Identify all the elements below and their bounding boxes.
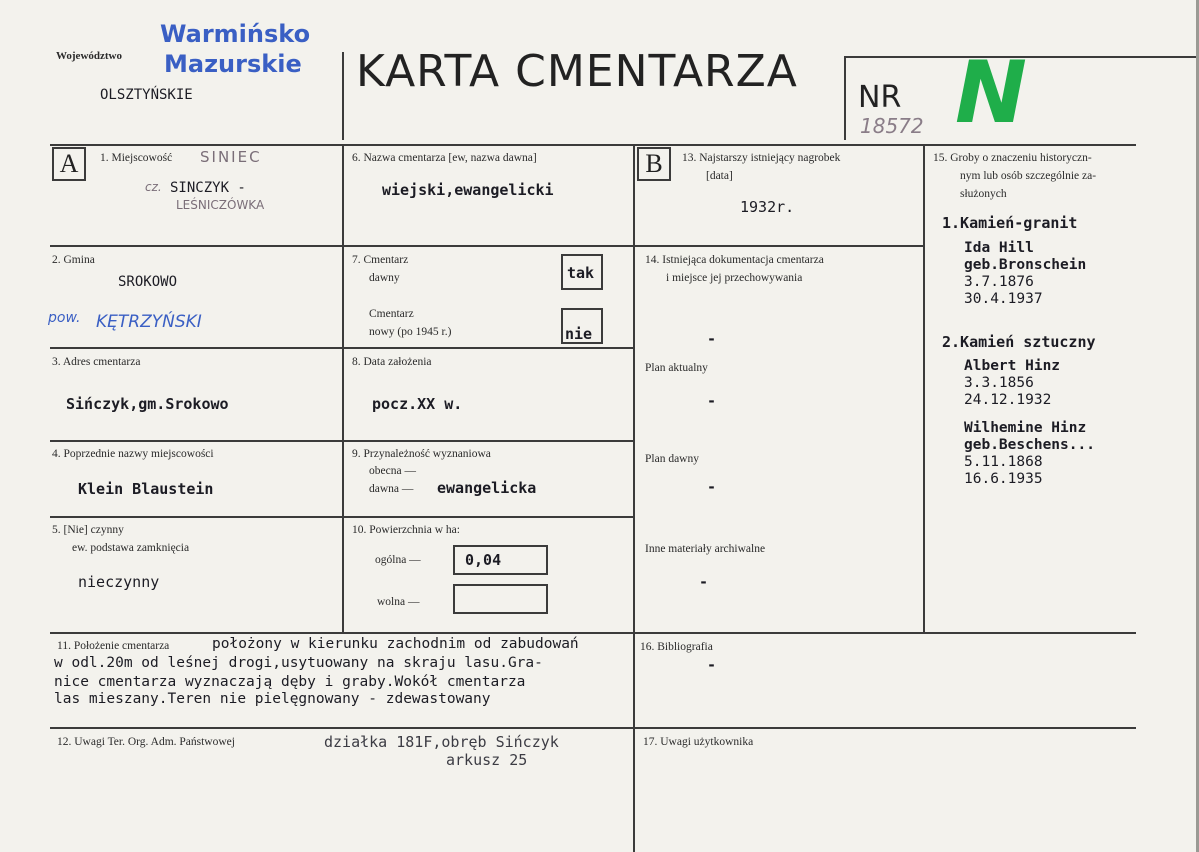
field7-box2: nie [565,325,593,343]
field4-label: 4. Poprzednie nazwy miejscowości [52,448,214,460]
field7-label3: Cmentarz [369,308,414,320]
field7-label1: 7. Cmentarz [352,254,409,266]
field10-ogolna-value: 0,04 [465,551,502,569]
field10-label: 10. Powierzchnia w ha: [352,524,460,536]
field15-label1: 15. Groby o znaczeniu historyczn- [933,152,1092,164]
field11-line1: położony w kierunku zachodnim od zabudowań [212,636,579,652]
field8-value: pocz.XX w. [372,395,463,413]
card-title: KARTA CMENTARZA [356,46,798,97]
field14-label1: 14. Istniejąca dokumentacja cmentarza [645,254,824,266]
grave2-line3: 24.12.1932 [964,392,1052,408]
nr-mark: N [955,43,1027,143]
voivodeship-label: Województwo [56,50,122,62]
field1-prefix: cz. [145,180,162,194]
field1-value: SINCZYK - [170,180,246,196]
field12-line2: arkusz 25 [446,751,528,769]
grave1-line4: 30.4.1937 [964,291,1043,307]
field6-value: wiejski,ewangelicki [382,181,554,199]
field14-value: - [707,330,717,348]
inne-materialy-value: - [699,573,709,591]
field14-label2: i miejsce jej przechowywania [666,272,803,284]
field9-obecna: obecna — [369,465,416,477]
field2-label: 2. Gmina [52,254,95,266]
nr-handwritten: 18572 [860,114,924,138]
inne-materialy-label: Inne materiały archiwalne [645,543,766,555]
field5-label1: 5. [Nie] czynny [52,524,124,536]
grave1-line3: 3.7.1876 [964,274,1034,290]
plan-dawny-label: Plan dawny [645,453,699,465]
field16-label: 16. Bibliografia [640,641,713,653]
field11-label: 11. Położenie cmentarza [57,640,170,652]
field15-label3: służonych [960,188,1007,200]
field10-wolna: wolna — [377,596,420,608]
field12-line1: działka 181F,obręb Sińczyk [324,733,559,751]
field1-hand1: SINIEC [200,148,262,166]
field3-label: 3. Adres cmentarza [52,356,141,368]
field11-line4: las mieszany.Teren nie pielęgnowany - zdewastowany [54,691,491,707]
field9-dawna: dawna — [369,483,414,495]
section-b-label: B [637,147,671,181]
field4-value: Klein Blaustein [78,480,214,498]
field2-prefix: pow. [48,310,81,326]
grave2-line1: Albert Hinz [964,358,1061,374]
olsztynskie-text: OLSZTYŃSKIE [100,87,193,103]
field12-label: 12. Uwagi Ter. Org. Adm. Państwowej [57,736,235,748]
field1-label: 1. Miejscowość [100,152,173,164]
field9-label: 9. Przynależność wyznaniowa [352,448,491,460]
field11-line3: nice cmentarza wyznaczają dęby i graby.Wokół cmentarza [54,674,526,690]
grave2-line4: Wilhemine Hinz [964,420,1087,436]
plan-aktualny-label: Plan aktualny [645,362,708,374]
field1-hand2: LEŚNICZÓWKA [176,198,265,212]
field7-label4: nowy (po 1945 r.) [369,326,452,338]
field5-label2: ew. podstawa zamknięcia [72,542,190,554]
field15-label2: nym lub osób szczególnie za- [960,170,1097,182]
field16-value: - [707,656,717,674]
grave2-line5: geb.Beschens... [964,437,1095,453]
field13-label1: 13. Najstarszy istniejący nagrobek [682,152,841,164]
field10-ogolna: ogólna — [375,554,421,566]
field8-label: 8. Data założenia [352,356,432,368]
grave1-line1: Ida Hill [964,240,1034,256]
field11-line2: w odl.20m od leśnej drogi,usytuowany na skraju lasu.Gra- [54,655,543,671]
field13-value: 1932r. [740,198,795,216]
field7-label2: dawny [369,272,400,284]
section-a-label: A [52,147,86,181]
field5-value: nieczynny [78,573,160,591]
field9-value: ewangelicka [437,479,537,497]
stamp-line2: Mazurskie [164,50,302,78]
stamp-line1: Warmińsko [160,20,311,48]
field2-value: SROKOWO [118,274,178,290]
field7-box1: tak [567,264,595,282]
field2-hand: KĘTRZYŃSKI [96,312,202,332]
field6-label: 6. Nazwa cmentarza [ew, nazwa dawna] [352,152,537,164]
plan-dawny-value: - [707,478,717,496]
grave2-line6: 5.11.1868 [964,454,1043,470]
grave2-line2: 3.3.1856 [964,375,1034,391]
field17-label: 17. Uwagi użytkownika [643,736,754,748]
grave1-line2: geb.Bronschein [964,257,1087,273]
grave2-line7: 16.6.1935 [964,471,1043,487]
grave2-heading: 2.Kamień sztuczny [942,333,1096,351]
field13-label2: [data] [706,170,733,182]
nr-label: NR [858,80,902,115]
field3-value: Sińczyk,gm.Srokowo [66,395,229,413]
grave1-heading: 1.Kamień-granit [942,214,1078,232]
plan-aktualny-value: - [707,392,717,410]
